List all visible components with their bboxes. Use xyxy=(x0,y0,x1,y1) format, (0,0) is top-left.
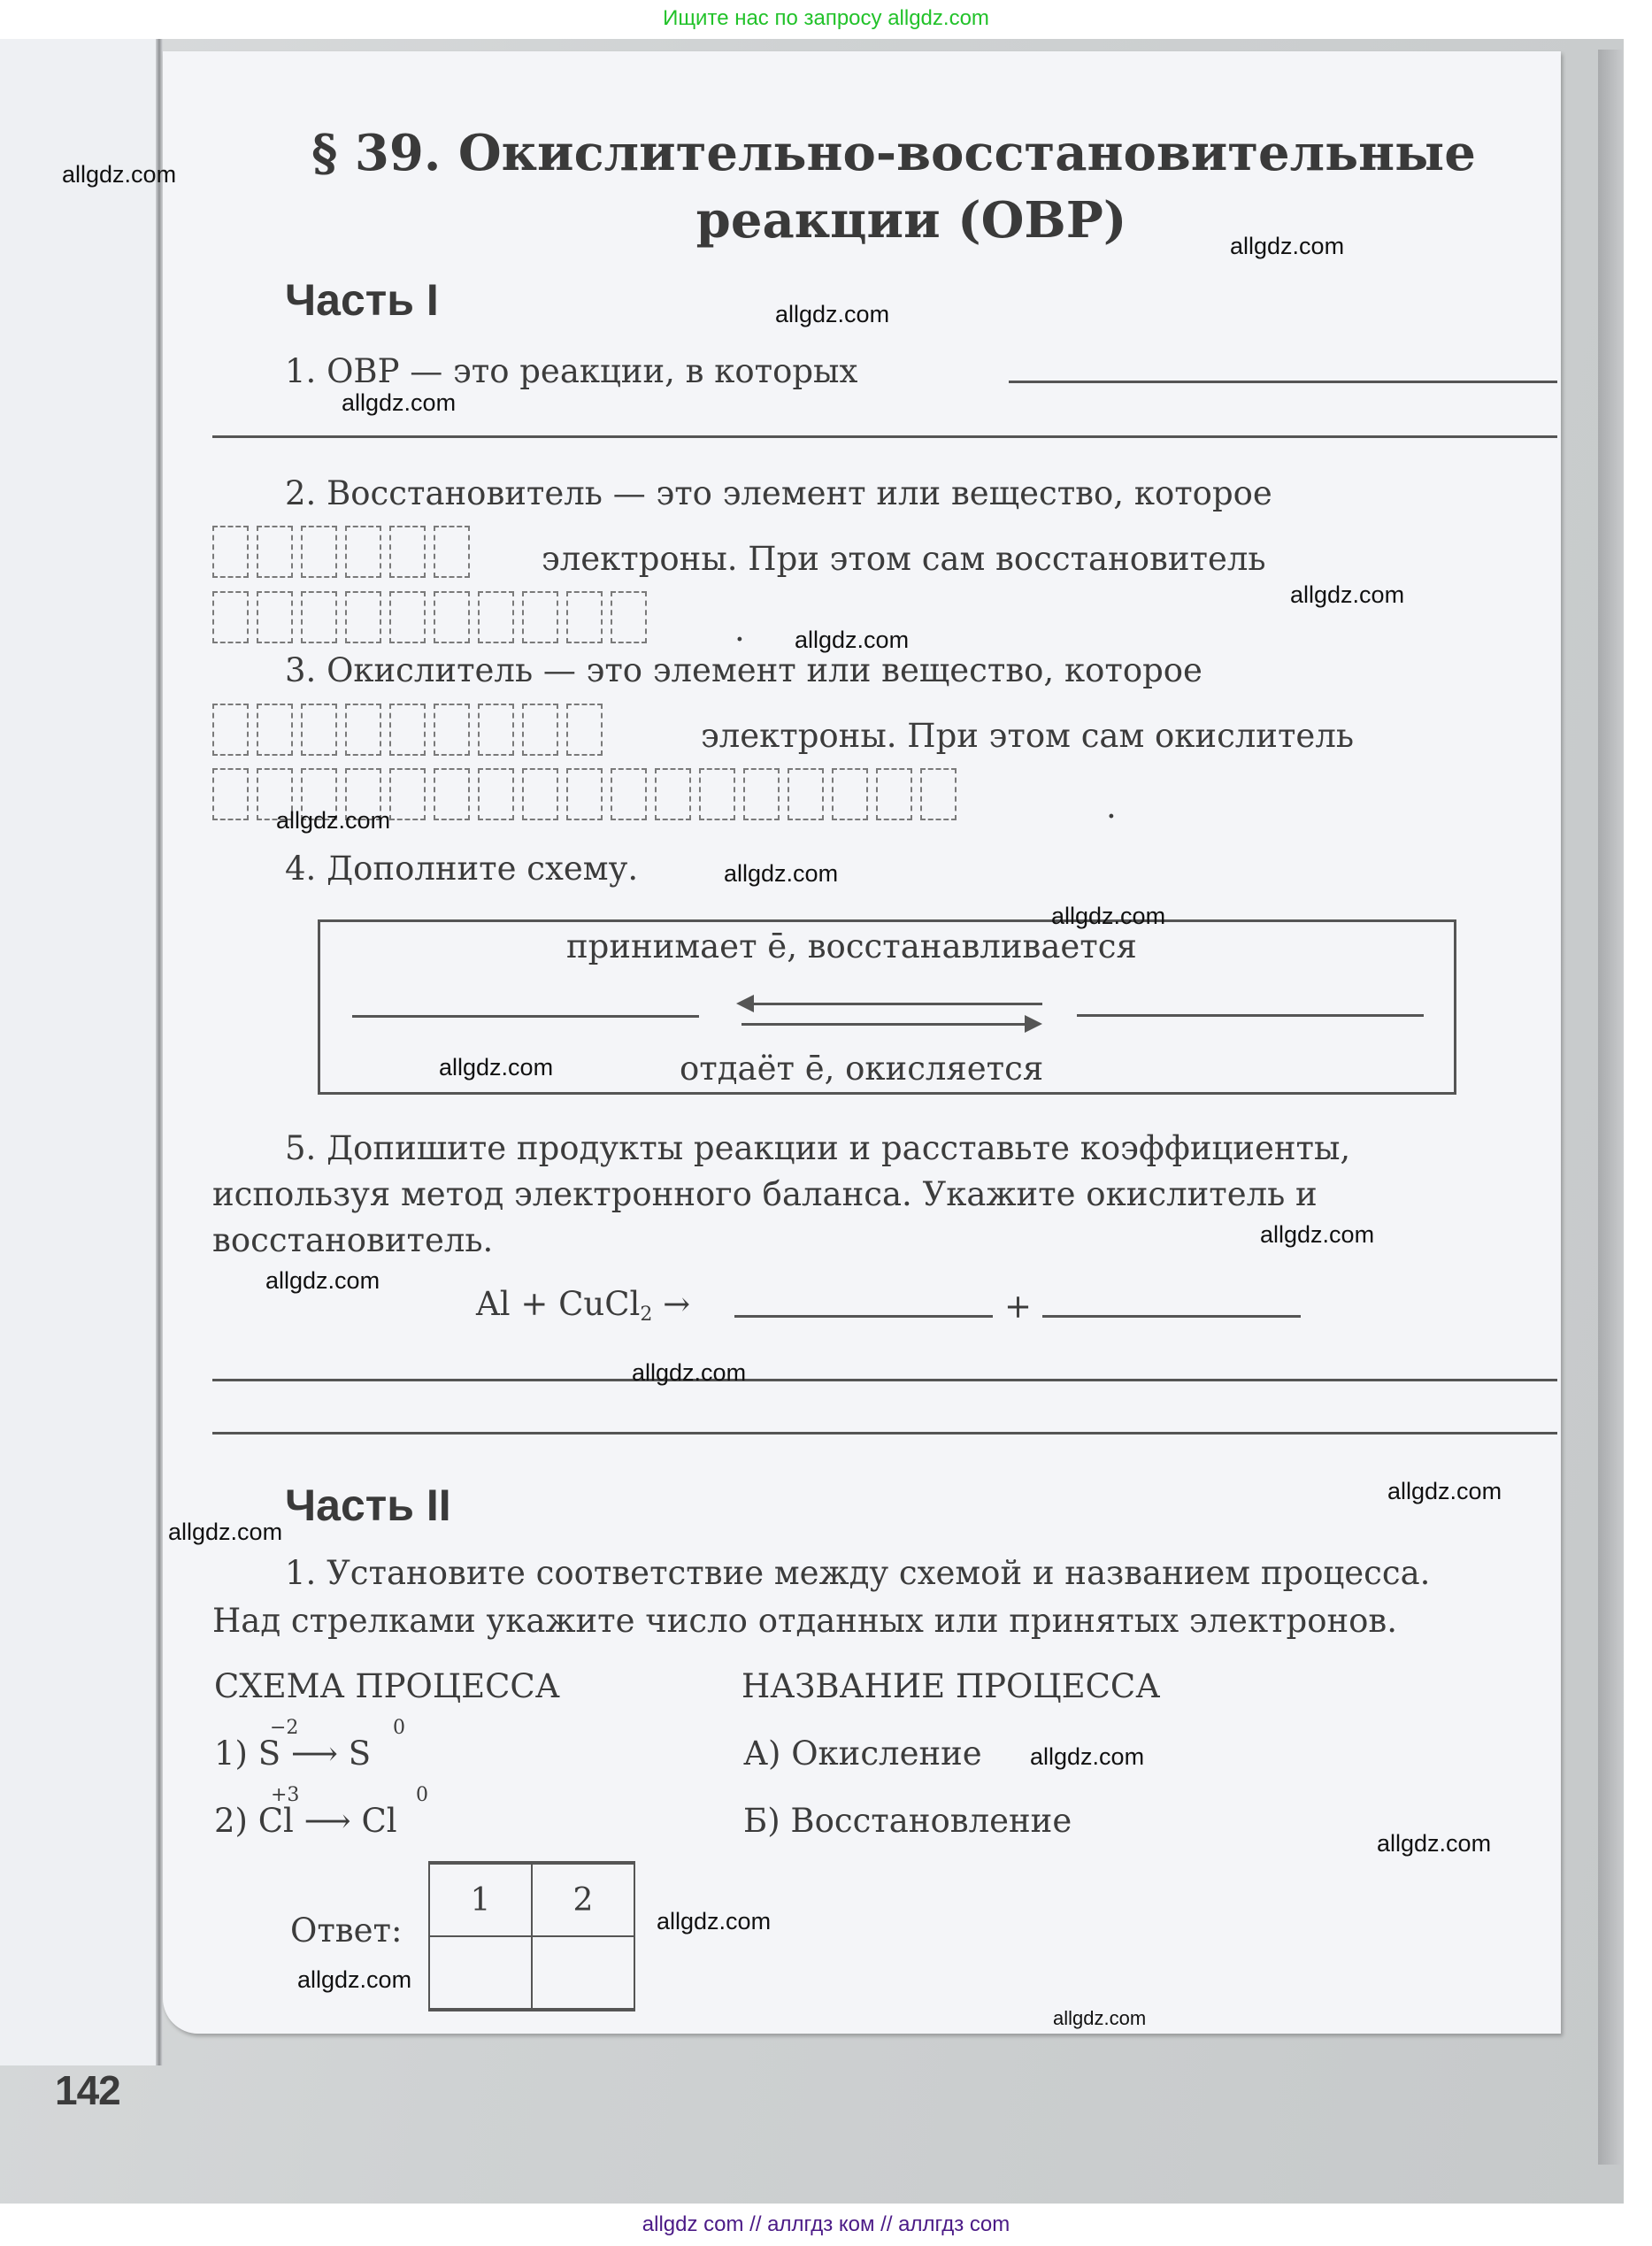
process-name-b: Б) Восстановление xyxy=(743,1802,1072,1840)
q5-product-blank-2[interactable] xyxy=(1042,1315,1301,1318)
q1-text: 1. ОВР — это реакции, в которых xyxy=(285,352,858,390)
watermark: allgdz.com xyxy=(168,1519,283,1545)
part1-heading: Часть I xyxy=(285,275,439,325)
letter-box[interactable] xyxy=(212,768,249,820)
letter-box[interactable] xyxy=(522,591,558,643)
letter-box[interactable] xyxy=(301,526,337,578)
scheme-1 xyxy=(214,1734,371,1773)
letter-box[interactable] xyxy=(876,768,912,820)
scheme-2-from: Cl xyxy=(257,1802,294,1840)
scheme-2-num: 2) xyxy=(214,1802,248,1840)
q3-period: . xyxy=(1106,788,1117,826)
section-title-line2: реакции (ОВР) xyxy=(695,191,1127,250)
q4-text: 4. Дополните схему. xyxy=(285,850,639,888)
letter-box[interactable] xyxy=(920,768,957,820)
q1-answer-line-1[interactable] xyxy=(1009,381,1557,383)
letter-box[interactable] xyxy=(389,526,426,578)
watermark: allgdz.com xyxy=(632,1359,747,1386)
letter-box[interactable] xyxy=(212,526,249,578)
watermark: allgdz.com xyxy=(62,161,177,188)
page-number: 142 xyxy=(55,2067,120,2113)
q2-period: . xyxy=(734,611,745,649)
q5-answer-line-2[interactable] xyxy=(212,1432,1557,1435)
answer-cell-2[interactable] xyxy=(532,1936,634,2010)
letter-box[interactable] xyxy=(832,768,868,820)
q5-plus: + xyxy=(1004,1288,1033,1326)
letter-box[interactable] xyxy=(566,768,603,820)
scheme-2-to: Cl xyxy=(361,1802,397,1840)
letter-box[interactable] xyxy=(345,526,381,578)
letter-box[interactable] xyxy=(478,768,514,820)
watermark: allgdz.com xyxy=(795,627,910,653)
q5-text-line3: восстановитель. xyxy=(212,1221,494,1259)
equation-reactants: Al + CuCl xyxy=(476,1285,641,1323)
letter-box[interactable] xyxy=(566,591,603,643)
watermark: allgdz.com xyxy=(724,860,839,887)
watermark: allgdz.com xyxy=(1387,1478,1502,1504)
answer-label: Ответ: xyxy=(290,1911,403,1950)
q3-letter-boxes-row1[interactable] xyxy=(212,704,603,756)
watermark: allgdz.com xyxy=(342,389,457,416)
watermark: allgdz.com xyxy=(1260,1221,1375,1248)
watermark: allgdz.com xyxy=(1030,1743,1145,1770)
watermark: allgdz.com xyxy=(1377,1830,1492,1857)
letter-box[interactable] xyxy=(434,768,470,820)
q2-letter-boxes-row1[interactable] xyxy=(212,526,470,578)
watermark: allgdz.com xyxy=(1290,581,1405,608)
right-page-edge xyxy=(1598,50,1623,2165)
top-banner[interactable]: Ищите нас по запросу allgdz.com xyxy=(0,0,1652,37)
answer-table xyxy=(428,1861,635,2011)
scheme-2 xyxy=(214,1802,397,1840)
col-header-name: НАЗВАНИЕ ПРОЦЕССА xyxy=(741,1667,1161,1705)
letter-box[interactable] xyxy=(434,704,470,756)
page-fold-line xyxy=(156,39,163,2065)
scheme-2-to-oxidation-state: 0 xyxy=(416,1784,428,1806)
q5-text-line1: 5. Допишите продукты реакции и расставьте коэффициенты, xyxy=(285,1129,1351,1167)
letter-box[interactable] xyxy=(257,526,293,578)
letter-box[interactable] xyxy=(434,526,470,578)
arrow-left-icon xyxy=(736,995,754,1012)
q5-answer-line-1[interactable] xyxy=(212,1379,1557,1381)
letter-box[interactable] xyxy=(345,591,381,643)
letter-box[interactable] xyxy=(257,704,293,756)
letter-box[interactable] xyxy=(478,704,514,756)
letter-box[interactable] xyxy=(434,591,470,643)
letter-box[interactable] xyxy=(478,591,514,643)
watermark: allgdz.com xyxy=(775,301,890,327)
letter-box[interactable] xyxy=(611,768,647,820)
watermark: allgdz.com xyxy=(1051,903,1166,929)
watermark: allgdz.com xyxy=(657,1908,772,1934)
scheme-1-from: S xyxy=(257,1734,281,1773)
answer-col-2-header: 2 xyxy=(532,1863,634,1936)
equation-arrow: → xyxy=(663,1285,691,1323)
answer-cell-1[interactable] xyxy=(429,1936,532,2010)
letter-box[interactable] xyxy=(212,704,249,756)
letter-box[interactable] xyxy=(301,591,337,643)
scheme-arrow-left-shaft xyxy=(752,1003,1042,1005)
process-name-a: А) Окисление xyxy=(743,1734,982,1773)
left-page-margin xyxy=(0,39,161,2065)
part2-heading: Часть II xyxy=(285,1481,451,1530)
p2-q1-text-line2: Над стрелками укажите число отданных или принятых электронов. xyxy=(212,1602,1398,1640)
q2-letter-boxes-row2[interactable] xyxy=(212,591,647,643)
letter-box[interactable] xyxy=(788,768,824,820)
scheme-2-from-oxidation-state: +3 xyxy=(271,1784,300,1806)
scheme-1-to-oxidation-state: 0 xyxy=(393,1717,405,1739)
scheme-arrow-icon: ⟶ xyxy=(290,1734,338,1773)
q5-equation xyxy=(476,1285,690,1326)
letter-box[interactable] xyxy=(655,768,691,820)
p2-q1-text-line1: 1. Установите соответствие между схемой и названием процесса. xyxy=(285,1554,1431,1592)
scheme-bottom-label: отдаёт ē, окисляется xyxy=(680,1050,1044,1088)
q2-text: 2. Восстановитель — это элемент или вещество, которое xyxy=(285,474,1272,512)
answer-col-1-header: 1 xyxy=(429,1863,532,1936)
letter-box[interactable] xyxy=(345,704,381,756)
bottom-banner[interactable]: allgdz com // аллгдз ком // аллгдз com xyxy=(0,2204,1652,2246)
letter-box[interactable] xyxy=(257,591,293,643)
section-title-line1: § 39. Окислительно-восстановительные xyxy=(311,124,1476,182)
watermark: allgdz.com xyxy=(439,1054,554,1081)
letter-box[interactable] xyxy=(389,704,426,756)
scheme-right-blank[interactable] xyxy=(1077,1014,1424,1017)
letter-box[interactable] xyxy=(566,704,603,756)
scheme-1-to: S xyxy=(348,1734,372,1773)
letter-box[interactable] xyxy=(699,768,735,820)
arrow-right-icon xyxy=(1025,1015,1042,1033)
scheme-top-label: принимает ē, восстанавливается xyxy=(566,927,1137,965)
letter-box[interactable] xyxy=(301,704,337,756)
letter-box[interactable] xyxy=(611,591,647,643)
watermark: allgdz.com xyxy=(276,807,391,834)
q2-mid-text: электроны. При этом сам восстановитель xyxy=(542,540,1266,578)
letter-box[interactable] xyxy=(522,704,558,756)
q1-answer-line-2[interactable] xyxy=(212,435,1557,438)
scheme-arrow-right-shaft xyxy=(741,1023,1026,1026)
watermark: allgdz.com xyxy=(1053,2007,1147,2029)
watermark: allgdz.com xyxy=(265,1267,380,1294)
watermark: allgdz.com xyxy=(297,1966,412,1993)
watermark: allgdz.com xyxy=(1230,233,1345,259)
q3-text: 3. Окислитель — это элемент или вещество, которое xyxy=(285,651,1203,689)
scheme-arrow-icon: ⟶ xyxy=(304,1802,351,1840)
col-header-scheme: СХЕМА ПРОЦЕССА xyxy=(214,1667,560,1705)
scheme-left-blank[interactable] xyxy=(352,1015,699,1018)
q5-product-blank-1[interactable] xyxy=(734,1315,993,1318)
equation-subscript: 2 xyxy=(640,1304,653,1326)
letter-box[interactable] xyxy=(389,591,426,643)
letter-box[interactable] xyxy=(212,591,249,643)
scheme-1-num: 1) xyxy=(214,1734,248,1773)
letter-box[interactable] xyxy=(522,768,558,820)
scheme-1-from-oxidation-state: −2 xyxy=(270,1717,299,1739)
q5-text-line2: используя метод электронного баланса. Укажите окислитель и xyxy=(212,1175,1318,1213)
q3-mid-text: электроны. При этом сам окислитель xyxy=(701,717,1354,755)
letter-box[interactable] xyxy=(743,768,780,820)
letter-box[interactable] xyxy=(389,768,426,820)
